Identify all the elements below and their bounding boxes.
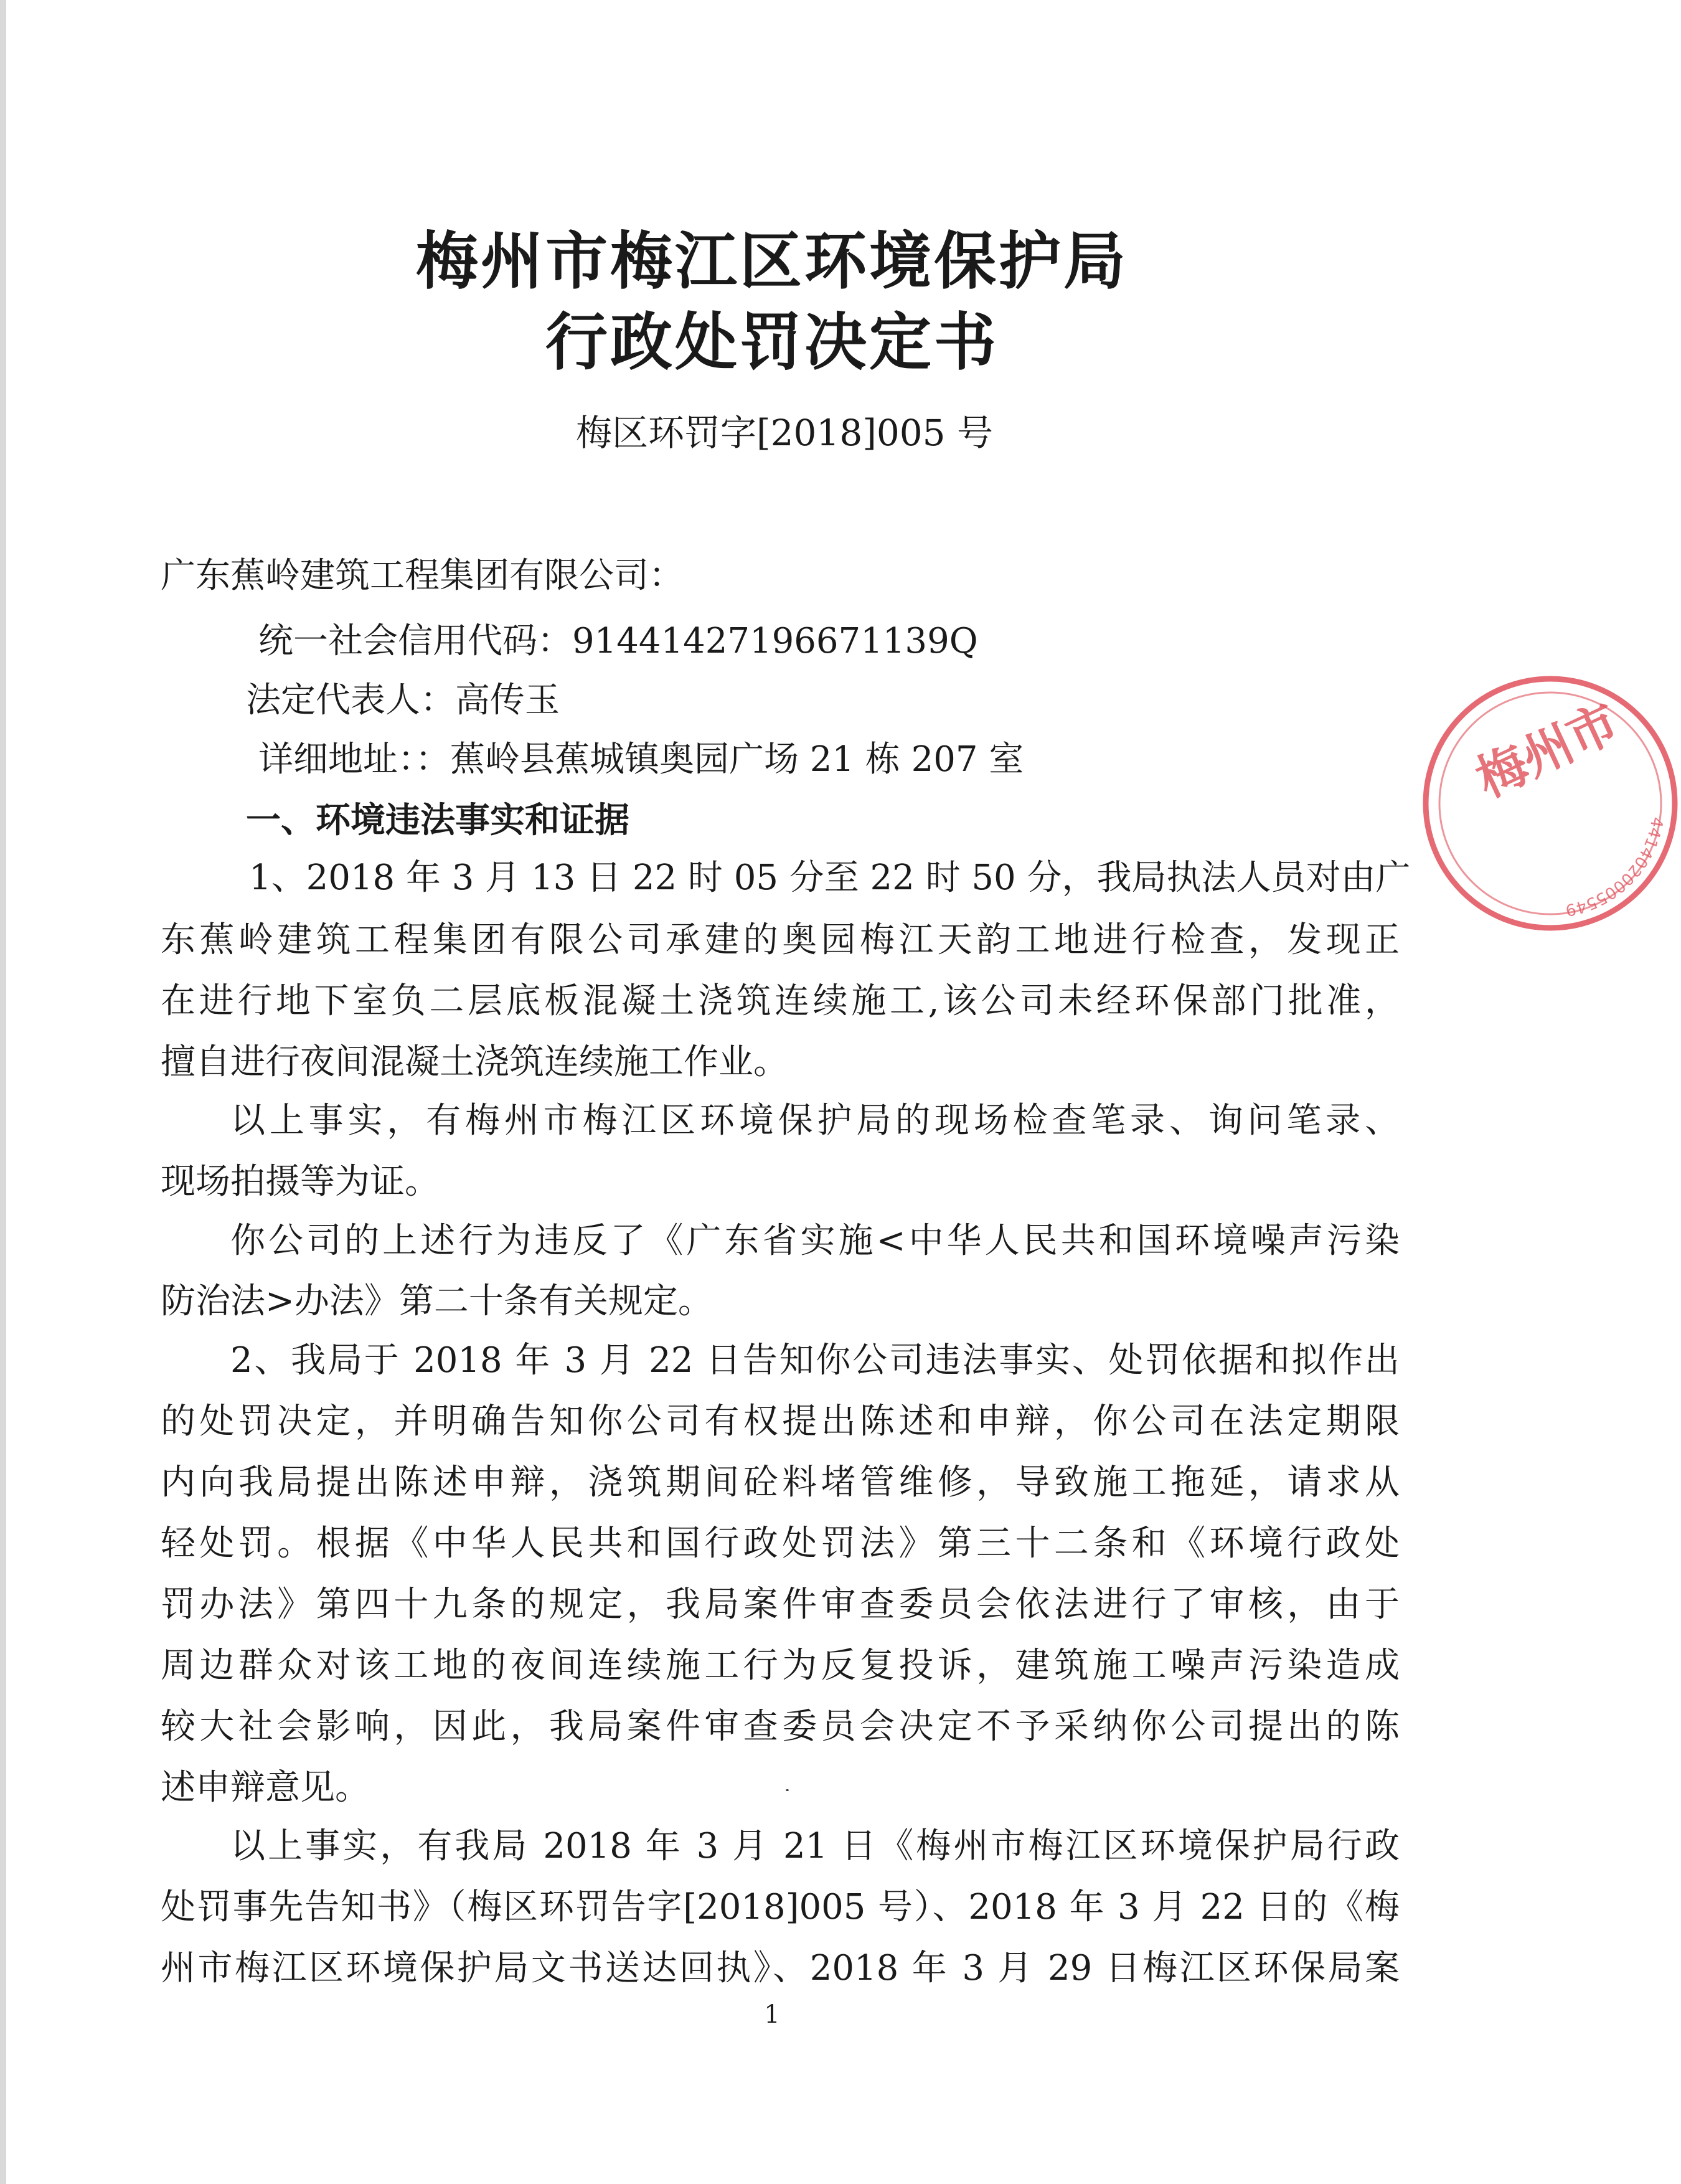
p4-line-5: 罚办法》第四十九条的规定，我局案件审查委员会依法进行了审核，由于 bbox=[161, 1584, 1400, 1625]
title-line-2: 行政处罚决定书 bbox=[545, 306, 999, 379]
section-heading: 一、环境违法事实和证据 bbox=[246, 800, 629, 841]
seal-outer-ring bbox=[1426, 679, 1675, 928]
p5-line-3: 州市梅江区环境保护局文书送达回执》、2018 年 3 月 29 日梅江区环保局案 bbox=[161, 1948, 1400, 1988]
seal-ring-text bbox=[1564, 815, 1667, 919]
p1-line-2: 东蕉岭建筑工程集团有限公司承建的奥园梅江天韵工地进行检查，发现正 bbox=[161, 920, 1400, 960]
address: 详细地址：：蕉岭县蕉城镇奥园广场 21 栋 207 室 bbox=[258, 739, 1024, 780]
p5-line-2: 处罚事先告知书》（梅区环罚告字[2018]005 号）、2018 年 3 月 22 日的《梅 bbox=[161, 1887, 1400, 1927]
p4-line-1: 2、我局于 2018 年 3 月 22 日告知你公司违法事实、处罚依据和拟作出 bbox=[230, 1340, 1400, 1381]
p2-line-1: 以上事实，有梅州市梅江区环境保护局的现场检查笔录、询问笔录、 bbox=[230, 1100, 1400, 1141]
p4-line-3: 内向我局提出陈述申辩，浇筑期间砼料堵管维修，导致施工拖延，请求从 bbox=[161, 1462, 1400, 1503]
p4-line-8: 述申辩意见。 bbox=[161, 1767, 370, 1808]
p1-line-1: 1、2018 年 3 月 13 日 22 时 05 分至 22 时 50 分，我局执法人员对由广 bbox=[249, 858, 1411, 898]
recipient-name: 广东蕉岭建筑工程集团有限公司： bbox=[161, 555, 684, 596]
p4-line-4: 轻处罚。根据《中华人民共和国行政处罚法》第三十二条和《环境行政处 bbox=[161, 1523, 1400, 1564]
p4-line-2: 的处罚决定，并明确告知你公司有权提出陈述和申辩，你公司在法定期限 bbox=[161, 1401, 1400, 1442]
scan-speck bbox=[786, 1789, 789, 1791]
doc-number: 梅区环罚字[2018]005 号 bbox=[575, 412, 993, 454]
p3-line-2: 防治法>办法》第二十条有关规定。 bbox=[161, 1281, 713, 1321]
p1-line-4: 擅自进行夜间混凝土浇筑连续施工作业。 bbox=[161, 1042, 788, 1082]
seal-top-text: 梅州市 bbox=[1467, 693, 1628, 809]
title-line-1: 梅州市梅江区环境保护局 bbox=[416, 225, 1128, 298]
legal-representative: 法定代表人：高传玉 bbox=[246, 680, 560, 721]
p5-line-1: 以上事实，有我局 2018 年 3 月 21 日《梅州市梅江区环境保护局行政 bbox=[230, 1826, 1400, 1866]
p4-line-7: 较大社会影响，因此，我局案件审查委员会决定不予采纳你公司提出的陈 bbox=[161, 1706, 1400, 1747]
p3-line-1: 你公司的上述行为违反了《广东省实施<中华人民共和国环境噪声污染 bbox=[230, 1221, 1400, 1261]
credit-code: 统一社会信用代码：91441427196671139Q bbox=[258, 621, 978, 661]
seal-ring-number: 4414020005549 bbox=[1563, 815, 1667, 920]
p2-line-2: 现场拍摄等为证。 bbox=[161, 1161, 440, 1202]
p4-line-6: 周边群众对该工地的夜间连续施工行为反复投诉，建筑施工噪声污染造成 bbox=[161, 1645, 1400, 1686]
page-number: 1 bbox=[764, 2000, 780, 2029]
official-seal bbox=[1420, 673, 1681, 934]
p1-line-3: 在进行地下室负二层底板混凝土浇筑连续施工,该公司未经环保部门批准， bbox=[161, 981, 1400, 1021]
